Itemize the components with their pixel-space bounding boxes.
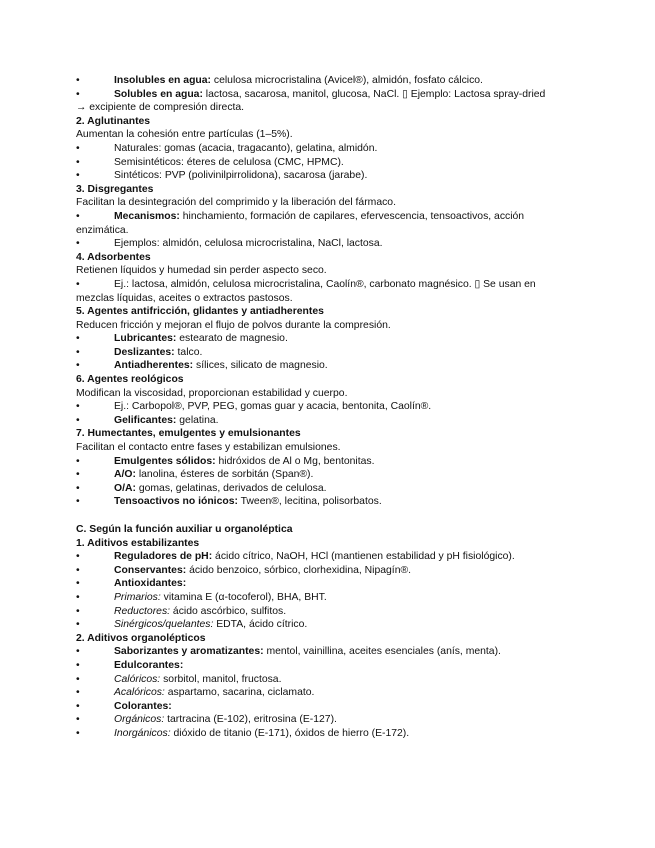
list-item-text (114, 727, 580, 741)
list-item (76, 713, 580, 727)
list-item-text (114, 88, 580, 102)
list-item (76, 74, 580, 88)
bullet-glyph: • (76, 700, 80, 712)
list-item-term: Edulcorantes: (114, 659, 184, 671)
list-item-description: gelatina. (176, 414, 219, 426)
list-item-term: Solubles en agua: (114, 88, 203, 100)
section-spacer (76, 509, 580, 523)
bullet-glyph: • (76, 401, 80, 413)
list-item-description: lanolina, ésteres de sorbitán (Span®). (135, 469, 314, 481)
section-heading: 4. Adsorbentes (76, 251, 151, 263)
list-item-description: Semisintéticos: éteres de celulosa (CMC, HPMC). (114, 156, 344, 168)
bullet-glyph: • (76, 156, 80, 168)
list-item-description: Ej.: lactosa, almidón, celulosa microcristalina, Caolín®, carbonato magnésico. ▯ Se usan en (114, 278, 536, 290)
list-item-text (114, 156, 580, 170)
list-item-text (114, 400, 580, 414)
list-item (76, 645, 580, 659)
list-item (76, 359, 580, 373)
list-item-term: Antioxidantes: (114, 578, 187, 590)
list-item-text (114, 237, 580, 251)
section-heading: 1. Aditivos estabilizantes (76, 537, 200, 549)
list-item (76, 727, 580, 741)
list-item-description: Ejemplos: almidón, celulosa microcristalina, NaCl, lactosa. (114, 238, 383, 250)
list-item-term: Antiadherentes: (114, 360, 194, 372)
list-item-term: O/A: (114, 482, 136, 494)
list-item-text (114, 169, 580, 183)
bullet-glyph: • (76, 333, 80, 345)
section-heading: C. Según la función auxiliar u organoléptica (76, 524, 293, 535)
paragraph-line: Facilitan el contacto entre fases y estabilizan emulsiones. (76, 442, 341, 454)
list-item (76, 400, 580, 414)
bullet-glyph: • (76, 469, 80, 481)
list-item-description: sílices, silicato de magnesio. (193, 360, 328, 372)
list-item-term: Saborizantes y aromatizantes: (114, 646, 264, 658)
section-heading: 6. Agentes reológicos (76, 374, 184, 386)
list-item-term: Colorantes: (114, 700, 172, 712)
list-item-text (114, 495, 580, 509)
bullet-glyph: • (76, 414, 80, 426)
bullet-glyph: • (76, 727, 80, 739)
list-item-text (114, 468, 580, 482)
list-item-text (114, 700, 580, 714)
bullet-glyph: • (76, 360, 80, 372)
list-item-text (114, 686, 580, 700)
section-heading: 2. Aditivos organolépticos (76, 632, 206, 644)
bullet-glyph: • (76, 578, 80, 590)
list-item-term: A/O: (114, 469, 136, 481)
list-item-text (114, 577, 580, 591)
list-item (76, 468, 580, 482)
list-item-description: mentol, vainillina, aceites esenciales (anís, menta). (263, 646, 501, 658)
list-item-text (114, 455, 580, 469)
bullet-glyph: • (76, 142, 80, 154)
list-item-text (114, 142, 580, 156)
list-item-subterm: Sinérgicos/quelantes: (114, 619, 214, 631)
list-item-text (114, 645, 580, 659)
list-item (76, 346, 580, 360)
list-item-description: sorbitol, manitol, fructosa. (160, 673, 282, 685)
list-item (76, 278, 580, 292)
list-item (76, 156, 580, 170)
list-item (76, 142, 580, 156)
list-item-text (114, 210, 580, 224)
list-item-description: celulosa microcristalina (Avicel®), almidón, fosfato cálcico. (211, 75, 483, 86)
list-item-text (114, 332, 580, 346)
list-item-text (114, 713, 580, 727)
list-item-term: Mecanismos: (114, 210, 180, 222)
list-item (76, 237, 580, 251)
paragraph-line: enzimática. (76, 224, 129, 236)
bullet-glyph: • (76, 564, 80, 576)
list-item-text (114, 618, 580, 632)
list-item (76, 618, 580, 632)
list-item (76, 332, 580, 346)
list-item-description: ácido cítrico, NaOH, HCl (mantienen estabilidad y pH fisiológico). (212, 551, 515, 563)
list-item-description: ácido benzoico, sórbico, clorhexidina, Nipagín®. (186, 564, 412, 576)
paragraph-line: Aumentan la cohesión entre partículas (1–5%). (76, 129, 293, 141)
list-item-text (114, 359, 580, 373)
list-item-description: lactosa, sacarosa, manitol, glucosa, NaCl. ▯ Ejemplo: Lactosa spray-dried (202, 88, 546, 100)
list-item (76, 482, 580, 496)
bullet-glyph: • (76, 551, 80, 563)
list-item-description: aspartamo, sacarina, ciclamato. (164, 687, 315, 699)
paragraph-line: Reducen fricción y mejoran el flujo de polvos durante la compresión. (76, 319, 391, 331)
list-item (76, 169, 580, 183)
bullet-glyph: • (76, 238, 80, 250)
list-item-text (114, 346, 580, 360)
list-item (76, 414, 580, 428)
bullet-glyph: • (76, 170, 80, 182)
list-item-description: Naturales: gomas (acacia, tragacanto), gelatina, almidón. (114, 142, 378, 154)
bullet-glyph: • (76, 346, 80, 358)
list-item (76, 210, 580, 224)
list-item-term: Gelificantes: (114, 414, 177, 426)
bullet-glyph: • (76, 482, 80, 494)
list-item-description: vitamina E (α-tocoferol), BHA, BHT. (160, 591, 327, 603)
bullet-glyph: • (76, 714, 80, 726)
list-item-text (114, 605, 580, 619)
list-item-description: gomas, gelatinas, derivados de celulosa. (135, 482, 327, 494)
list-item-subterm: Primarios: (114, 591, 161, 603)
bullet-glyph: • (76, 455, 80, 467)
list-item (76, 455, 580, 469)
list-item-description: estearato de magnesio. (176, 333, 288, 345)
bullet-glyph: • (76, 88, 80, 100)
list-item (76, 605, 580, 619)
list-item (76, 564, 580, 578)
list-item-subterm: Calóricos: (114, 673, 161, 685)
list-item (76, 495, 580, 509)
bullet-glyph: • (76, 673, 80, 685)
section-heading: 3. Disgregantes (76, 183, 154, 195)
bullet-glyph: • (76, 210, 80, 222)
list-item (76, 577, 580, 591)
list-item-text (114, 550, 580, 564)
list-item-description: Ej.: Carbopol®, PVP, PEG, gomas guar y acacia, bentonita, Caolín®. (114, 401, 432, 413)
list-item-text (114, 673, 580, 687)
list-item (76, 659, 580, 673)
bullet-glyph: • (76, 687, 80, 699)
bullet-glyph: • (76, 646, 80, 658)
list-item-text (114, 278, 580, 292)
paragraph-line: Modifican la viscosidad, proporcionan estabilidad y cuerpo. (76, 387, 348, 399)
list-item-description: ácido ascórbico, sulfitos. (170, 605, 287, 617)
bullet-glyph: • (76, 496, 80, 508)
list-item-text (114, 591, 580, 605)
list-item-subterm: Inorgánicos: (114, 727, 171, 739)
list-item (76, 700, 580, 714)
bullet-glyph: • (76, 605, 80, 617)
paragraph-line: Facilitan la desintegración del comprimido y la liberación del fármaco. (76, 197, 396, 209)
list-item-description: EDTA, ácido cítrico. (213, 619, 308, 631)
list-item-term: Emulgentes sólidos: (114, 455, 216, 467)
list-item-subterm: Orgánicos: (114, 714, 165, 726)
list-item-description: Tween®, lecitina, polisorbatos. (237, 496, 382, 508)
list-item-text (114, 659, 580, 673)
section-heading: 5. Agentes antifricción, glidantes y antiadherentes (76, 306, 324, 318)
list-item (76, 686, 580, 700)
paragraph-line: Retienen líquidos y humedad sin perder aspecto seco. (76, 265, 327, 277)
list-item (76, 673, 580, 687)
bullet-glyph: • (76, 278, 80, 290)
list-item-description: tartracina (E-102), eritrosina (E-127). (164, 714, 337, 726)
list-item-description: dióxido de titanio (E-171), óxidos de hierro (E-172). (170, 727, 410, 739)
list-item-text (114, 414, 580, 428)
list-item-text (114, 482, 580, 496)
list-item-subterm: Acalóricos: (114, 687, 165, 699)
list-item-description: hidróxidos de Al o Mg, bentonitas. (215, 455, 375, 467)
list-item-term: Tensoactivos no iónicos: (114, 496, 238, 508)
list-item (76, 591, 580, 605)
list-item-term: Insolubles en agua: (114, 75, 211, 86)
list-item-description: talco. (174, 346, 203, 358)
bullet-glyph: • (76, 75, 80, 86)
paragraph-line: mezclas líquidas, aceites o extractos pastosos. (76, 292, 293, 304)
list-item (76, 550, 580, 564)
bullet-glyph: • (76, 619, 80, 631)
bullet-glyph: • (76, 591, 80, 603)
list-item-text (114, 564, 580, 578)
list-item-description: hinchamiento, formación de capilares, efervescencia, tensoactivos, acción (179, 210, 525, 222)
section-heading: 7. Humectantes, emulgentes y emulsionantes (76, 428, 301, 440)
list-item-term: Deslizantes: (114, 346, 175, 358)
list-item-term: Conservantes: (114, 564, 187, 576)
paragraph-line: → excipiente de compresión directa. (76, 102, 245, 114)
section-heading: 2. Aglutinantes (76, 115, 151, 127)
list-item (76, 88, 580, 102)
document-content (76, 74, 580, 741)
list-item-subterm: Reductores: (114, 605, 171, 617)
list-item-text (114, 74, 580, 88)
list-item-description: Sintéticos: PVP (polivinilpirrolidona), sacarosa (jarabe). (114, 170, 368, 182)
bullet-glyph: • (76, 659, 80, 671)
list-item-term: Reguladores de pH: (114, 551, 213, 563)
list-item-term: Lubricantes: (114, 333, 177, 345)
